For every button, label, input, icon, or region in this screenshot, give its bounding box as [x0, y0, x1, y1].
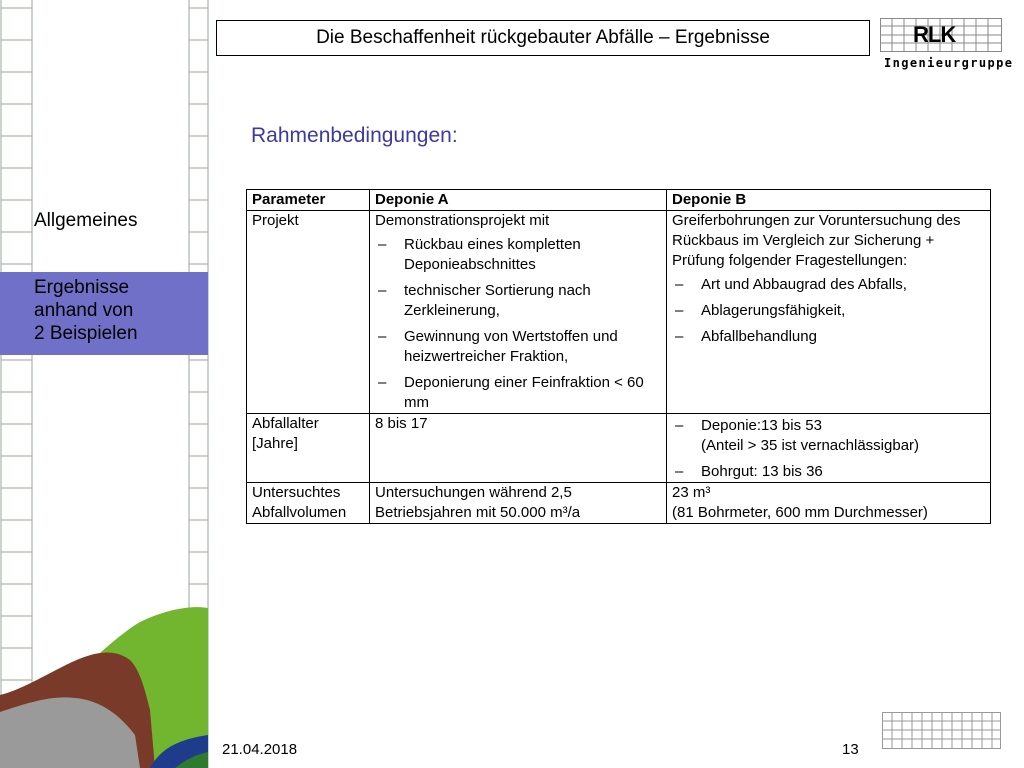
table-header-row	[247, 190, 991, 211]
logo-subtitle: Ingenieurgruppe	[884, 56, 1014, 70]
cell-line: Abfallvolumen	[252, 504, 347, 521]
table-cell-deponie-a	[370, 211, 667, 414]
list-item: – Abfallbehandlung	[672, 327, 985, 347]
list-item: – Ablagerungsfähigkeit,	[672, 301, 985, 321]
decorative-landscape-waves	[0, 600, 212, 768]
table-row	[247, 211, 991, 414]
cell-line: Betriebsjahren mit 50.000 m³/a	[375, 504, 581, 521]
cell-line: 23 m³	[672, 484, 711, 501]
nav-item-label-line: anhand von	[34, 300, 134, 321]
list-item: – Deponierung einer Feinfraktion < 60 mm	[375, 373, 661, 413]
conditions-table	[246, 189, 991, 524]
table-cell-deponie-a	[370, 483, 667, 524]
table-row	[247, 414, 991, 483]
bullet-list	[672, 275, 985, 347]
table-cell-deponie-b	[667, 414, 991, 483]
table-cell-deponie-b	[667, 483, 991, 524]
table-cell-parameter	[247, 483, 370, 524]
bullet-list	[672, 416, 985, 482]
footer-page-number: 13	[842, 741, 859, 758]
list-item: – Gewinnung von Wertstoffen und heizwertreicher Fraktion,	[375, 327, 661, 367]
cell-line: Abfallalter	[252, 415, 319, 432]
cell-line: (81 Bohrmeter, 600 mm Durchmesser)	[672, 504, 928, 521]
table-cell-deponie-b	[667, 211, 991, 414]
list-item-line: – Deponie:13 bis 53	[701, 417, 822, 434]
list-item: – Art und Abbaugrad des Abfalls,	[672, 275, 985, 295]
nav-item-ergebnisse[interactable]	[0, 272, 208, 355]
nav-item-label-line: 2 Beispielen	[34, 323, 138, 344]
logo-letters: RLK	[913, 22, 956, 47]
company-logo	[880, 18, 1014, 76]
section-heading: Rahmenbedingungen:	[251, 124, 458, 147]
table-row	[247, 483, 991, 524]
column-header: Deponie A	[370, 190, 667, 211]
table-cell-parameter: Projekt	[247, 211, 370, 414]
nav-item-label-line: Ergebnisse	[34, 277, 130, 298]
table-cell-parameter	[247, 414, 370, 483]
nav-item-label: Allgemeines	[34, 210, 138, 231]
cell-line: Untersuchtes	[252, 484, 341, 501]
decorative-grid-footer	[882, 712, 1002, 750]
list-item: – Bohrgut: 13 bis 36	[672, 462, 985, 482]
cell-intro: Greiferbohrungen zur Voruntersuchung des Rückbaus im Vergleich zur Sicherung + Prüfung folgender Fragestellungen:	[672, 212, 961, 269]
bullet-list	[375, 235, 661, 413]
cell-line: Untersuchungen während 2,5	[375, 484, 572, 501]
list-item-line: (Anteil > 35 ist vernachlässigbar)	[701, 437, 920, 454]
cell-line: [Jahre]	[252, 435, 298, 452]
list-item	[672, 416, 985, 456]
list-item: – Rückbau eines kompletten Deponieabschnittes	[375, 235, 661, 275]
cell-intro: Demonstrationsprojekt mit	[375, 212, 550, 229]
column-header: Parameter	[247, 190, 370, 211]
table-cell-deponie-a: 8 bis 17	[370, 414, 667, 483]
list-item: – technischer Sortierung nach Zerkleinerung,	[375, 281, 661, 321]
column-header: Deponie B	[667, 190, 991, 211]
slide-title-box	[216, 20, 870, 56]
slide-title: Die Beschaffenheit rückgebauter Abfälle – Ergebnisse	[316, 27, 770, 48]
nav-item-allgemeines[interactable]	[0, 209, 208, 232]
footer-date: 21.04.2018	[222, 741, 298, 758]
